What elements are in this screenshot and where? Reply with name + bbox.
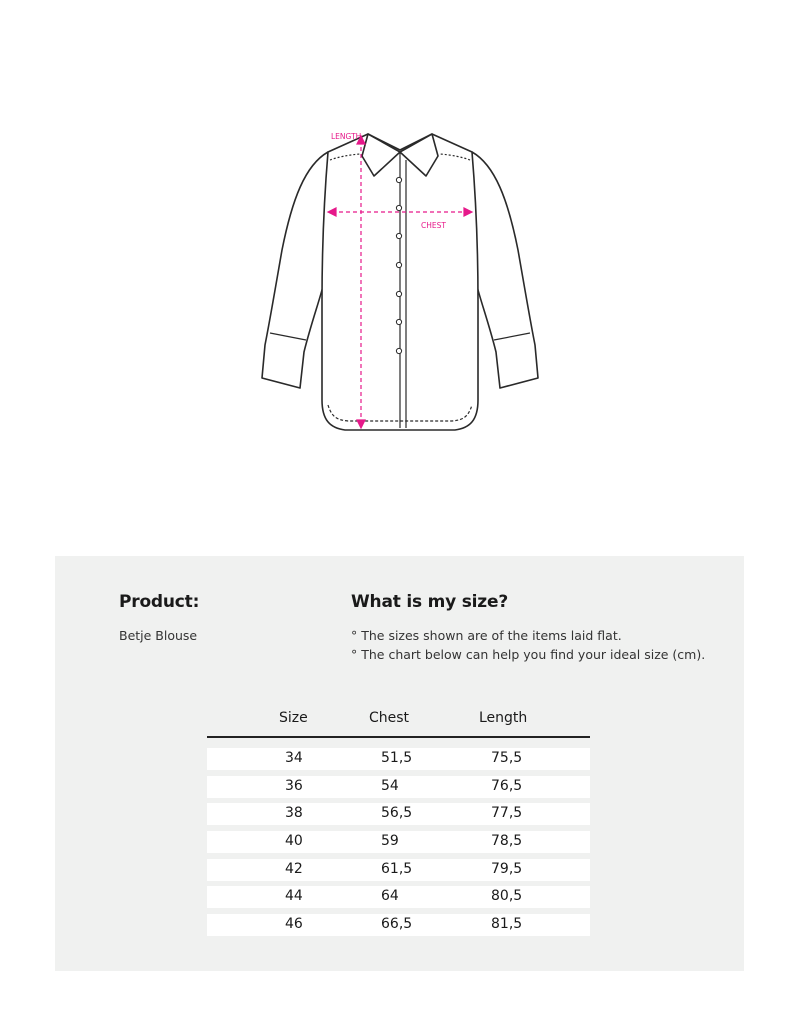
cell-size: 46 [285, 916, 303, 933]
cell-length: 75,5 [491, 750, 523, 766]
button-1 [396, 177, 401, 182]
cell-length: 79,5 [491, 860, 523, 877]
header-size: Size [279, 710, 308, 726]
cell-size: 42 [285, 860, 303, 877]
cell-size: 36 [285, 777, 303, 794]
button-3 [396, 233, 401, 238]
button-4 [396, 262, 401, 267]
button-7 [396, 348, 401, 353]
cell-chest: 59 [381, 833, 399, 850]
length-label: LENGTH [331, 132, 362, 141]
cell-size: 34 [285, 750, 303, 766]
table-row [207, 886, 590, 908]
header-chest: Chest [369, 710, 410, 726]
table-row [207, 831, 590, 853]
product-heading: Product: [119, 592, 200, 612]
table-row [207, 803, 590, 825]
table-row [207, 859, 590, 881]
size-note-1: ° The sizes shown are of the items laid flat. [351, 628, 622, 643]
button-6 [396, 319, 401, 324]
table-header [207, 706, 590, 738]
button-2 [396, 205, 401, 210]
left-sleeve [262, 152, 328, 388]
cell-chest: 66,5 [381, 916, 413, 933]
cell-chest: 56,5 [381, 805, 413, 822]
size-note-2: ° The chart below can help you find your ideal size (cm). [351, 647, 706, 662]
cell-length: 77,5 [491, 805, 523, 822]
cell-size: 44 [285, 888, 303, 905]
cell-length: 78,5 [491, 833, 523, 850]
size-table [207, 706, 590, 933]
cell-chest: 54 [381, 777, 399, 794]
size-heading: What is my size? [351, 592, 508, 612]
cell-size: 38 [285, 805, 303, 822]
table-row [207, 748, 590, 770]
cell-chest: 64 [381, 888, 399, 905]
cell-chest: 51,5 [381, 750, 413, 766]
table-row [207, 776, 590, 798]
table-body [207, 748, 590, 942]
chest-label: CHEST [421, 221, 446, 230]
cell-length: 76,5 [491, 777, 523, 794]
cell-length: 81,5 [491, 916, 523, 933]
right-sleeve [472, 152, 538, 388]
table-row [207, 914, 590, 936]
header-length: Length [479, 710, 528, 726]
product-name: Betje Blouse [119, 628, 198, 643]
cell-size: 40 [285, 833, 303, 850]
cell-length: 80,5 [491, 888, 523, 905]
cell-chest: 61,5 [381, 860, 413, 877]
button-5 [396, 291, 401, 296]
